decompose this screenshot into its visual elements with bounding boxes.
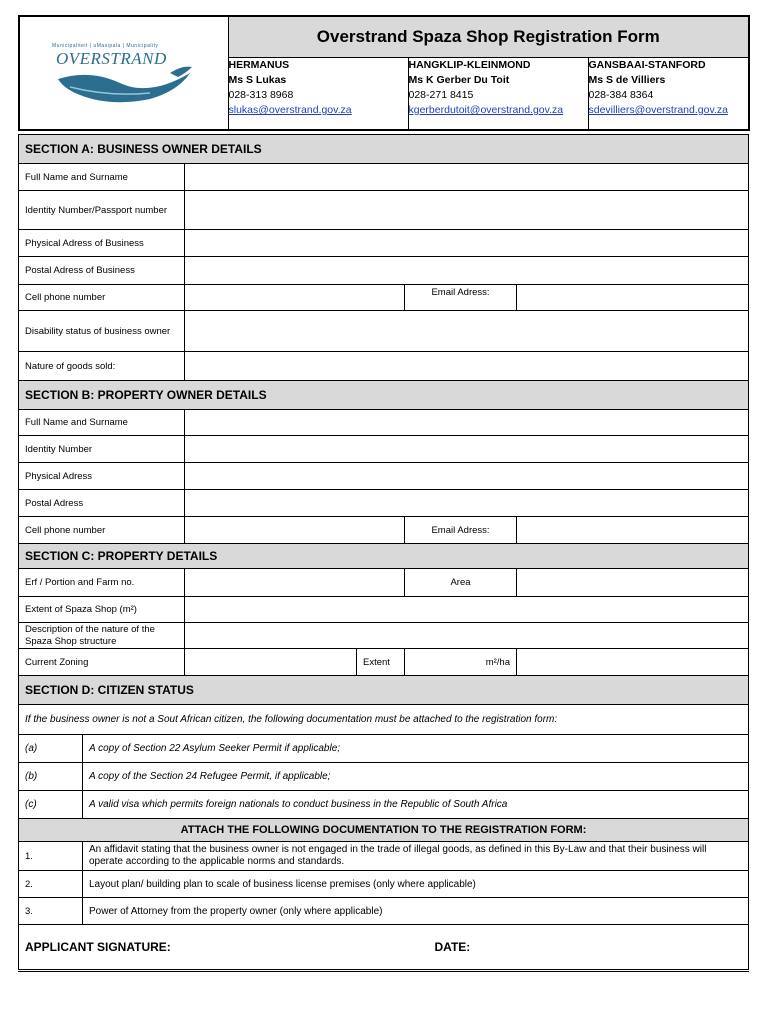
attach-title: ATTACH THE FOLLOWING DOCUMENTATION TO THE REGISTRATION FORM: [19,819,749,842]
item-num: (b) [19,763,83,791]
extent-shop-field[interactable] [185,597,749,623]
office-email-link[interactable]: sdevilliers@overstrand.gov.za [588,104,728,116]
citizen-table [18,676,749,925]
label-owner-postal: Postal Adress [19,490,185,517]
form-title: Overstrand Spaza Shop Registration Form [228,16,749,58]
full-name-field[interactable] [185,164,749,191]
label-erf: Erf / Portion and Farm no. [19,569,185,597]
section-c-title: SECTION C: PROPERTY DETAILS [19,544,749,569]
section-d-intro: If the business owner is not a Sout African citizen, the following documentation must be attached to the registration form: [19,705,749,735]
owner-email-field[interactable] [517,517,749,544]
office-hermanus [228,58,408,131]
owner-id-field[interactable] [185,436,749,463]
owner-cell-field[interactable] [185,517,405,544]
label-owner-email: Email Adress: [405,517,517,544]
label-owner-id: Identity Number [19,436,185,463]
section-b-title: SECTION B: PROPERTY OWNER DETAILS [19,381,749,410]
goods-field[interactable] [185,352,749,381]
owner-physical-field[interactable] [185,463,749,490]
zoning-field[interactable] [185,649,357,676]
label-id-number: Identity Number/Passport number [19,191,185,230]
description-field[interactable] [185,623,749,649]
label-full-name: Full Name and Surname [19,164,185,191]
attach-num: 2. [19,871,83,898]
label-area: Area [405,569,517,597]
id-number-field[interactable] [185,191,749,230]
label-cell-phone: Cell phone number [19,285,185,311]
label-physical-address: Physical Adress of Business [19,230,185,257]
signature-row [18,925,749,972]
logo-cell [19,16,228,130]
physical-address-field[interactable] [185,230,749,257]
cell-phone-field[interactable] [185,285,405,311]
label-extent-shop: Extent of Spaza Shop (m²) [19,597,185,623]
item-num: (c) [19,791,83,819]
area-field[interactable] [517,569,749,597]
office-area: GANSBAAI-STANFORD [588,59,706,71]
label-postal-address: Postal Adress of Business [19,257,185,285]
office-hangklip [408,58,588,131]
erf-field[interactable] [185,569,405,597]
registration-form [18,15,748,972]
office-phone: 028-384 8364 [588,89,654,101]
owner-postal-field[interactable] [185,490,749,517]
attach-text: Layout plan/ building plan to scale of business license premises (only where applicable) [83,871,749,898]
label-owner-cell: Cell phone number [19,517,185,544]
label-owner-full-name: Full Name and Surname [19,410,185,436]
date-label[interactable]: DATE: [434,940,471,954]
attach-num: 1. [19,842,83,871]
extent-spare-field[interactable] [517,649,749,676]
office-email-link[interactable]: kgerberdutoit@overstrand.gov.za [408,104,564,116]
office-contact: Ms S de Villiers [588,74,666,86]
attach-text: An affidavit stating that the business owner is not engaged in the trade of illegal goods, as defined in this By-Law and that their business will operate according to the applicable norms and standards. [83,842,749,871]
section-a-title: SECTION A: BUSINESS OWNER DETAILS [19,135,749,164]
item-text: A copy of Section 22 Asylum Seeker Permit if applicable; [83,735,749,763]
office-phone: 028-313 8968 [228,89,294,101]
form-header [18,15,750,131]
office-contact: Ms S Lukas [228,74,287,86]
label-owner-physical: Physical Adress [19,463,185,490]
details-table [18,134,749,676]
office-email-link[interactable]: slukas@overstrand.gov.za [228,104,352,116]
disability-field[interactable] [185,311,749,352]
logo-small-text: Municipaliteit | uMasipala | Municipality [52,43,159,49]
section-d-title: SECTION D: CITIZEN STATUS [19,676,749,705]
attach-num: 3. [19,898,83,925]
applicant-signature-label[interactable]: APPLICANT SIGNATURE: [25,940,171,954]
email-field[interactable] [517,285,749,311]
office-contact: Ms K Gerber Du Toit [408,74,510,86]
office-area: HANGKLIP-KLEINMOND [408,59,531,71]
item-num: (a) [19,735,83,763]
label-email: Email Adress: [405,285,517,311]
item-text: A valid visa which permits foreign nationals to conduct business in the Republic of South Africa [83,791,749,819]
postal-address-field[interactable] [185,257,749,285]
office-gansbaai [588,58,749,131]
attach-text: Power of Attorney from the property owner (only where applicable) [83,898,749,925]
label-zoning: Current Zoning [19,649,185,676]
label-extent: Extent [357,649,405,676]
office-area: HERMANUS [228,59,290,71]
label-description: Description of the nature of the Spaza Shop structure [19,623,185,649]
office-phone: 028-271 8415 [408,89,474,101]
extent-unit[interactable]: m²/ha [405,649,517,676]
item-text: A copy of the Section 24 Refugee Permit, if applicable; [83,763,749,791]
label-disability: Disability status of business owner [19,311,185,352]
owner-full-name-field[interactable] [185,410,749,436]
logo-text: OVERSTRAND [56,49,167,68]
label-goods: Nature of goods sold: [19,352,185,381]
